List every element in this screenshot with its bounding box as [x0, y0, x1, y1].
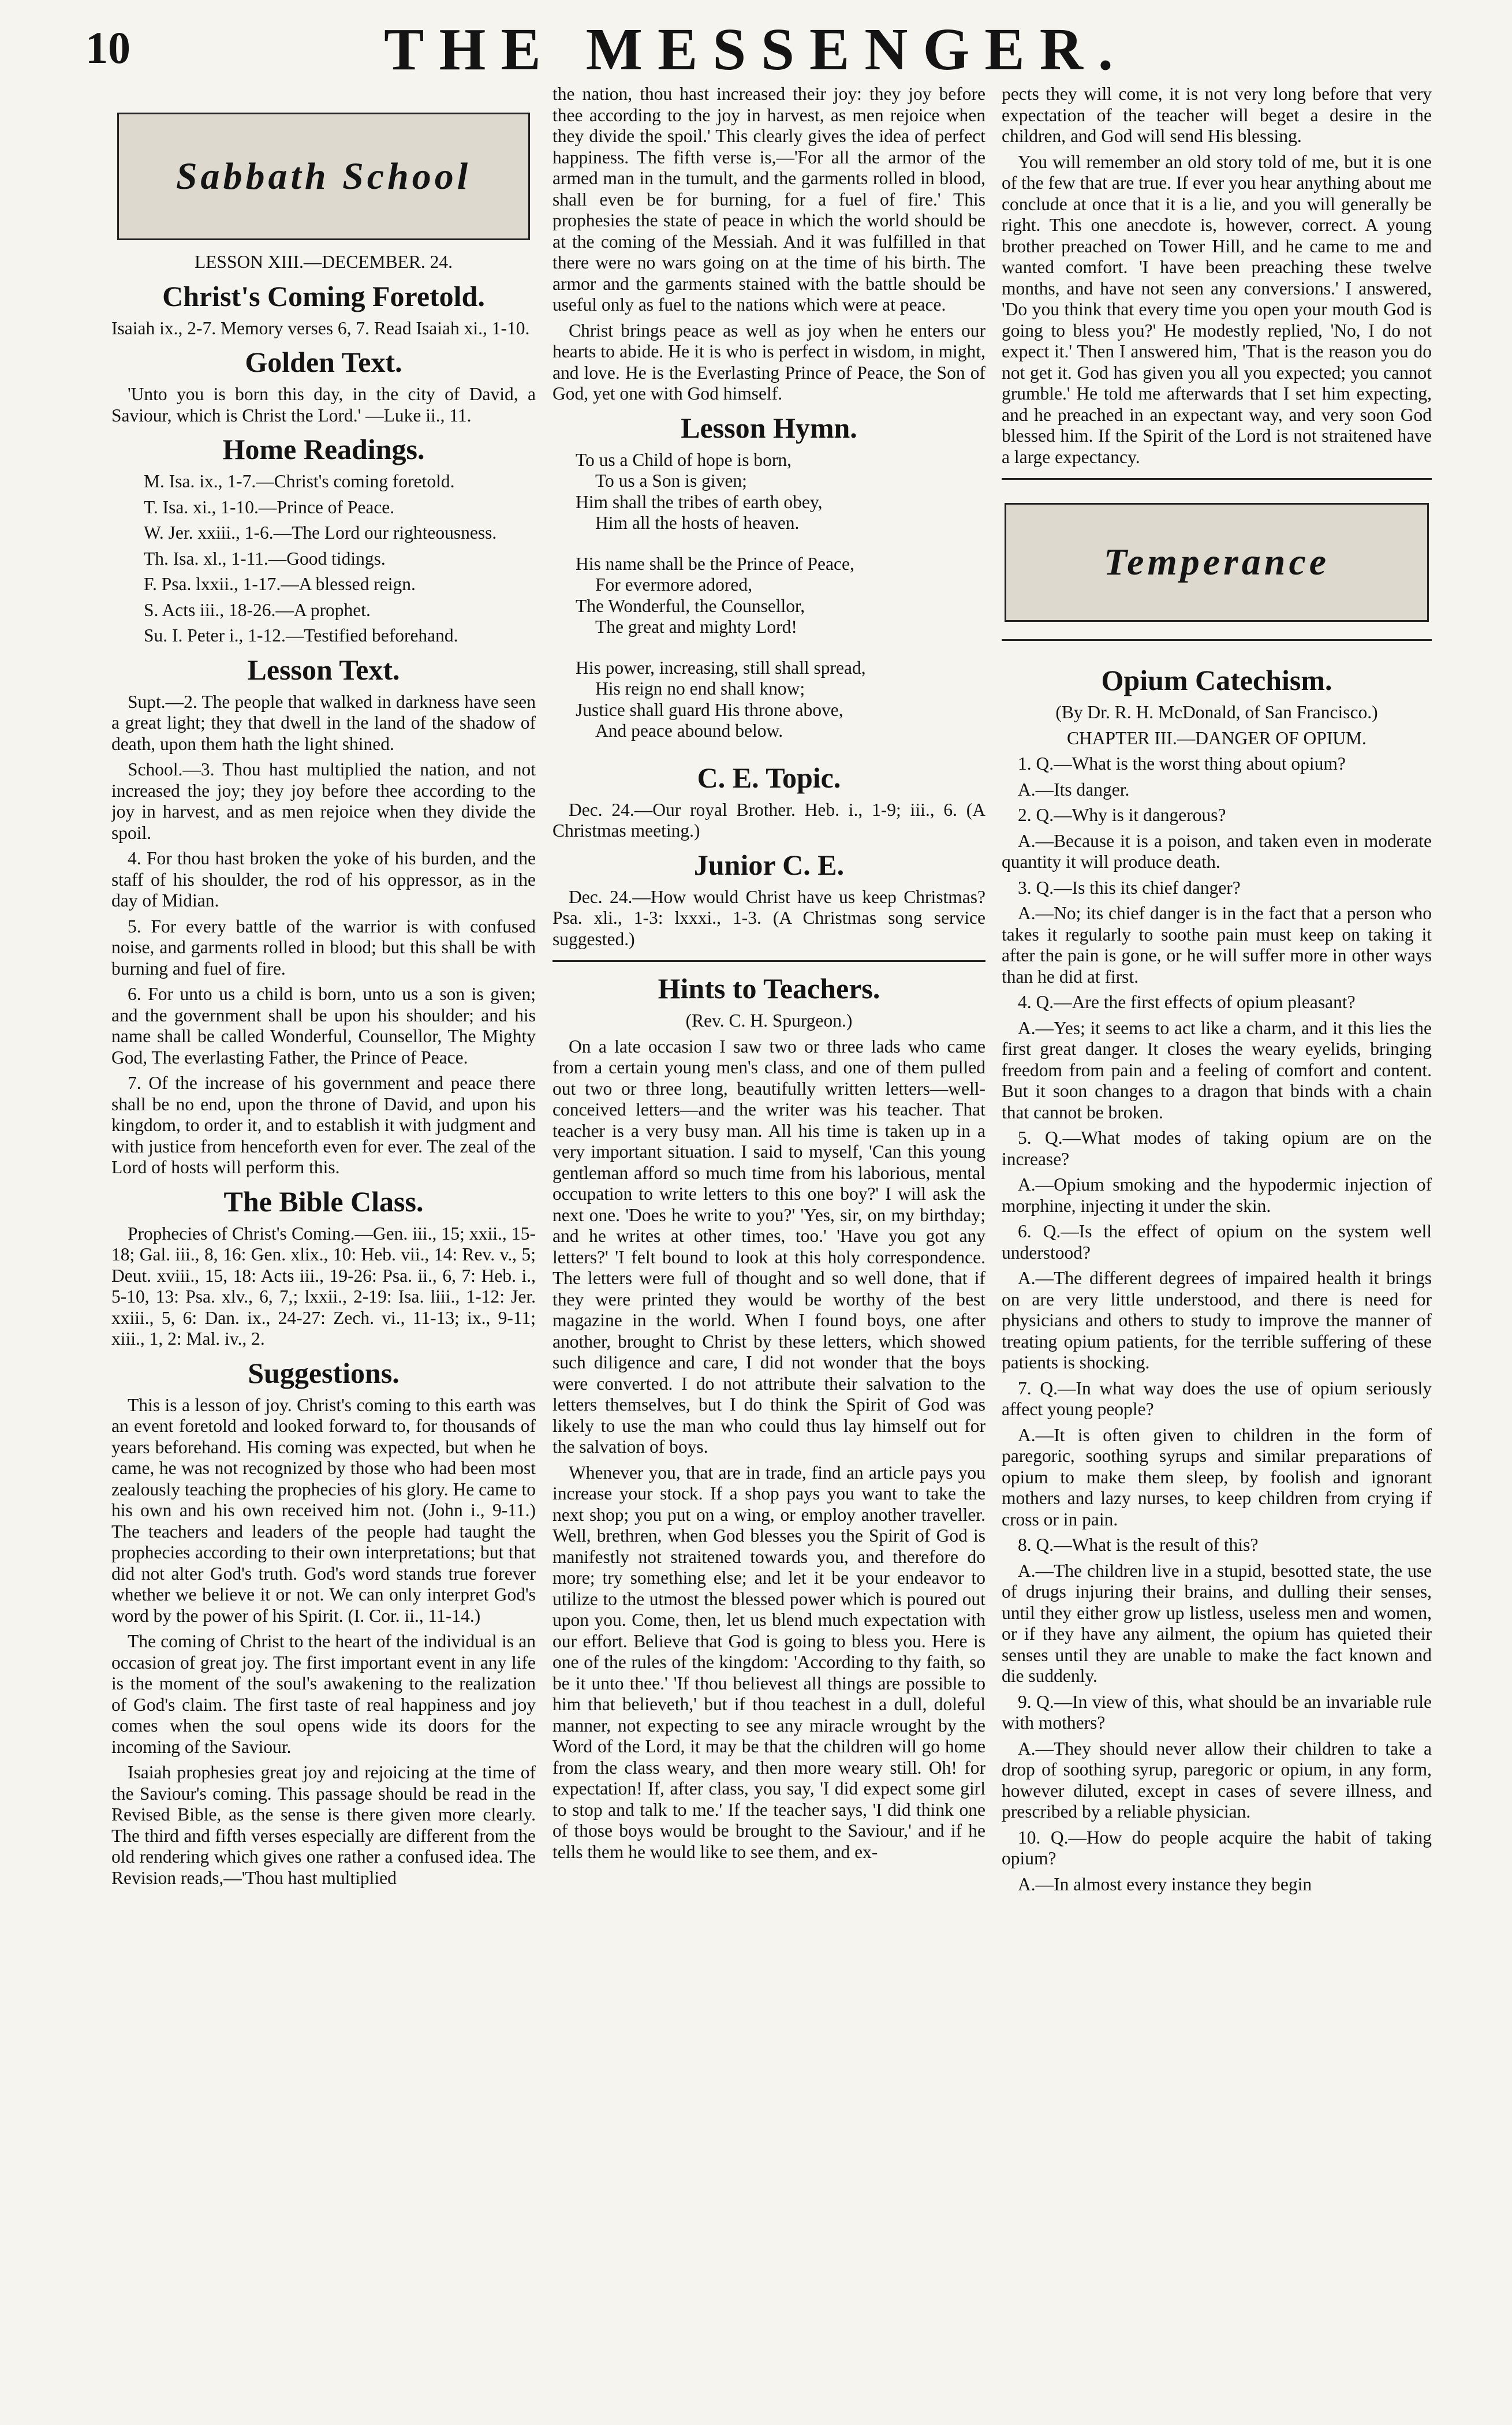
reading-item: Th. Isa. xl., 1-11.—Good tidings.: [144, 548, 386, 569]
catechism-entry: 2. Q.—Why is it dangerous?: [1018, 805, 1226, 825]
catechism-entry: A.—Opium smoking and the hypodermic injection of morphine, injecting it under the skin.: [1002, 1174, 1432, 1216]
lesson-hymn: [552, 450, 985, 742]
section-divider: [1002, 639, 1432, 641]
page-number: 10: [85, 23, 130, 73]
hymn-line: To us a Child of hope is born,: [576, 449, 792, 470]
bible-class-text: Prophecies of Christ's Coming.—Gen. iii., 15; xxii., 15-18; Gal. iii., 8, 16: Gen. xlix., 10: Heb. vii., 14: Rev. v., 5; Deut. xviii., 15, 18: Acts iii., 19-26: Psa. ii., 6, 7: Heb. i., 5-10, 13: Psa. xlv., 6, 7,; lxxii., 2-19: Isa. liii., 1-12: Jer. xxiii., 5, 6: Dan. ix., 24-27: Zech. vi., 11-13; ix., 9-11; xiii., 1, 2: Mal. iv., 2.: [111, 1223, 536, 1349]
catechism-entry: A.—Yes; it seems to act like a charm, and it this lies the first great danger. It closes the weary eyelids, bringing freedom from pain and a feeling of comfort and content. But it soon changes to a dragon that binds with a chain that cannot be broken.: [1002, 1017, 1432, 1122]
hymn-line: The Wonderful, the Counsellor,: [576, 595, 805, 616]
opium-heading: Opium Catechism.: [1101, 664, 1332, 696]
banner-text: Temperance: [1103, 541, 1330, 583]
lesson-line: LESSON XIII.—DECEMBER. 24.: [194, 252, 453, 272]
reading-item: W. Jer. xxiii., 1-6.—The Lord our righteousness.: [144, 523, 497, 543]
catechism-entry: 9. Q.—In view of this, what should be an invariable rule with mothers?: [1002, 1691, 1432, 1733]
lesson-verse: Supt.—2. The people that walked in darkness have seen a great light; they that dwell in the land of the shadow of death, upon them hath the light shined.: [111, 691, 536, 754]
hints-byline: (Rev. C. H. Spurgeon.): [685, 1010, 853, 1031]
column-1: [111, 84, 536, 2416]
ce-topic-heading: C. E. Topic.: [697, 761, 841, 794]
anecdote-paragraph: You will remember an old story told of me, but it is one of the few that are true. If ever you hear anything about me conclude at once that it is a lie, and you will generally be right. This one anecdote is, however, correct. A young brother preached on Tower Hill, and he came to me and wanted comfort. 'I have been preaching these twelve months, and have not seen any conversions.' I answered, 'Do you think that every time you open your mouth God is going to bless you?' He modestly replied, 'No, I do not expect it.' Then I answered him, 'That is the reason you do not get it. God has given you all you expected; you cannot grumble.' He told me afterwards that I set him expecting, and he preached in an expectant way, and very soon God blessed him. If the Spirit of the Lord is not straitened have a large expectancy.: [1002, 151, 1432, 467]
column-2: [552, 84, 985, 2416]
hints-paragraph: Whenever you, that are in trade, find an article pays you increase your stock. If a shop pays you want to take the next shop; you put on a wing, or employ another traveller. Well, brethren, when God blesses you the Spirit of God is manifestly not straitened towards you, and therefore do more; try something else; and let it be your endeavor to utilize to the utmost the blessed power which is poured out upon you. Come, then, let us blend much expectation with our effort. Believe that God is going to bless you. Here is one of the rules of the kingdom: 'According to thy faith, so be it unto thee.' 'If thou believest all things are possible to him that believeth,' but if thou teachest in a dull, doleful manner, not expecting to see any miracle wrought by the Word of the Lord, it may be that the children will go home from the class weary, and then more weary still. Oh! for expectation! If, after class, you say, 'I did expect some girl to stop and talk to me.' If the teacher says, 'I did think one of those boys would be brought to the Saviour,' and if he tells them he would like to see them, and ex-: [552, 1462, 985, 1862]
column-3: [1002, 84, 1432, 2416]
masthead-title: THE MESSENGER.: [384, 16, 1128, 83]
catechism-list: [1002, 753, 1432, 1895]
suggestions-heading: Suggestions.: [248, 1356, 400, 1389]
catechism-entry: A.—No; its chief danger is in the fact that a person who takes it regularly to soothe pain must keep on taking it after the pain is gone, or he will suffer more in other ways than he did at first.: [1002, 903, 1432, 987]
opium-byline: (By Dr. R. H. McDonald, of San Francisco.): [1055, 702, 1378, 722]
section-divider: [1002, 478, 1432, 480]
lesson-title: Christ's Coming Foretold.: [162, 279, 485, 312]
hymn-line: The great and mighty Lord!: [595, 617, 797, 637]
hymn-line: His name shall be the Prince of Peace,: [576, 553, 854, 574]
hymn-line: For evermore adored,: [595, 574, 753, 595]
catechism-entry: A.—They should never allow their children to take a drop of soothing syrup, paregoric or opium, in any form, however diluted, except in cases of severe illness, and prescribed by a reliable physician.: [1002, 1738, 1432, 1822]
catechism-entry: A.—It is often given to children in the form of paregoric, soothing syrups and similar preparations of opium to make them sleep, by foolish and ignorant mothers and lazy nurses, to keep children from crying if cross or in pain.: [1002, 1424, 1432, 1529]
section-divider: [552, 960, 985, 962]
sabbath-school-banner: [117, 113, 530, 240]
suggestions-paragraph: Isaiah prophesies great joy and rejoicing at the time of the Saviour's coming. This passage should be read in the Revised Bible, as the sense is there given more clearly. The third and fifth verses especially are different from the old rendering which gives one rather a confused idea. The Revision reads,—'Thou hast multiplied: [111, 1762, 536, 1888]
hymn-stanza: [576, 554, 985, 638]
banner-text: Sabbath School: [176, 155, 472, 197]
hymn-stanza: [576, 658, 985, 742]
lesson-verse: 6. For unto us a child is born, unto us a son is given; and the government shall be upon his shoulder; and his name shall be called Wonderful, Counsellor, The Mighty God, The everlasting Father, the Prince of Peace.: [111, 984, 536, 1068]
reading-item: S. Acts iii., 18-26.—A prophet.: [144, 599, 371, 620]
ce-topic-text: Dec. 24.—Our royal Brother. Heb. i., 1-9; iii., 6. (A Christmas meeting.): [552, 799, 985, 841]
hints-heading: Hints to Teachers.: [658, 972, 880, 1005]
catechism-entry: 6. Q.—Is the effect of opium on the system well understood?: [1002, 1221, 1432, 1263]
junior-ce-text: Dec. 24.—How would Christ have us keep Christmas? Psa. xli., 1-3: lxxxi., 1-3. (A Christmas song service suggested.): [552, 886, 985, 949]
lesson-verse: 4. For thou hast broken the yoke of his burden, and the staff of his shoulder, the rod of his oppressor, as in the day of Midian.: [111, 848, 536, 911]
bible-class-heading: The Bible Class.: [223, 1185, 424, 1218]
hints-paragraph: On a late occasion I saw two or three lads who came from a certain young men's class, and one of them pulled out two or three long, beautifully written letters—well-conceived letters—and the writer was his teacher. That teacher is a very busy man. All his time is taken up in a very important situation. I said to myself, 'Can this young gentleman afford so much time from his laborious, mental occupation to write letters to this one boy?' I will ask the next one. 'Does he write to you?' 'Yes, sir, on my birthday; and he writes at other times, too.' 'Have you got any letters?' 'I felt bound to look at this holy correspondence. The letters were full of thought and so well done, that if they were printed they would be worthy of the best magazine in the world. When I found boys, one after another, brought to Christ by these letters, which showed such diligence and care, I did not wonder that the boys were converted. I do not attribute their salvation to the letters themselves, but I do think the Spirit of God was likely to use the man who could thus lay himself out for the salvation of boys.: [552, 1036, 985, 1457]
lesson-hymn-heading: Lesson Hymn.: [681, 411, 857, 444]
chapter-heading: CHAPTER III.—DANGER OF OPIUM.: [1067, 727, 1367, 748]
lesson-verse: School.—3. Thou hast multiplied the nation, and not increased the joy; they joy before thee according to the joy in harvest, and as men rejoice when they divide the spoil.: [111, 759, 536, 843]
catechism-entry: A.—In almost every instance they begin: [1018, 1874, 1312, 1894]
hymn-line: Him all the hosts of heaven.: [595, 513, 800, 533]
reading-item: T. Isa. xi., 1-10.—Prince of Peace.: [144, 497, 395, 517]
suggestions-paragraph: The coming of Christ to the heart of the individual is an occasion of great joy. The first important event in any life is the moment of the soul's awakening to the realization of God's claim. The first taste of real happiness and joy comes when the soul opens wide its doors for the incoming of the Saviour.: [111, 1631, 536, 1757]
catechism-entry: 8. Q.—What is the result of this?: [1018, 1535, 1259, 1555]
reading-item: F. Psa. lxxii., 1-17.—A blessed reign.: [144, 574, 416, 594]
continued-paragraph: pects they will come, it is not very long before that very expectation of the teacher will beget a desire in the children, and God will send His blessing.: [1002, 84, 1432, 146]
catechism-entry: A.—Its danger.: [1018, 779, 1130, 800]
hymn-line: And peace abound below.: [595, 721, 783, 741]
memory-verses: Isaiah ix., 2-7. Memory verses 6, 7. Read Isaiah xi., 1-10.: [111, 318, 530, 338]
hymn-line: His reign no end shall know;: [595, 678, 805, 699]
catechism-entry: 10. Q.—How do people acquire the habit of taking opium?: [1002, 1827, 1432, 1868]
peace-paragraph: Christ brings peace as well as joy when he enters our hearts to abide. He it is who is perfect in wisdom, in might, and love. He is the Everlasting Prince of Peace, the Son of God, yet one with God himself.: [552, 320, 985, 404]
junior-ce-heading: Junior C. E.: [693, 848, 845, 881]
home-readings-list: [111, 471, 536, 647]
continued-paragraph: the nation, thou hast increased their joy: they joy before thee according to the joy in harvest, as men rejoice when they divide the spoil.' This clearly gives the idea of perfect happiness. The fifth verse is,—'For all the armor of the armed man in the tumult, and the garments rolled in blood, shall even be for burning, for a fuel of fire.' This prophesies the state of peace in which the world should be at the coming of the Messiah. And it was fulfilled in that there were no wars going on at the time of his birth. The armor and the garments stained with the battle should be useful only as fuel to the nations which were at peace.: [552, 84, 985, 315]
catechism-entry: 5. Q.—What modes of taking opium are on the increase?: [1002, 1128, 1432, 1169]
hymn-line: Justice shall guard His throne above,: [576, 699, 843, 720]
hymn-stanza: [576, 450, 985, 534]
catechism-entry: 4. Q.—Are the first effects of opium pleasant?: [1018, 992, 1356, 1012]
catechism-entry: A.—Because it is a poison, and taken even in moderate quantity it will produce death.: [1002, 830, 1432, 872]
reading-item: Su. I. Peter i., 1-12.—Testified beforehand.: [144, 625, 458, 646]
suggestions-paragraph: This is a lesson of joy. Christ's coming to this earth was an event foretold and looked forward to, for thousands of years beforehand. His coming was expected, but when he came, he was not recognized by those who had been most zealously teaching the prophecies of his glory. He came to his own and his own received him not. (John i., 9-11.) The teachers and leaders of the people had taught the prophecies according to their own interpretations; but that did not alter God's truth. God's word stands true forever whether we believe it or not. We can only interpret God's word by the power of his Spirit. (I. Cor. ii., 11-14.): [111, 1394, 536, 1626]
hymn-line: To us a Son is given;: [595, 471, 747, 491]
page-header: [0, 0, 1512, 87]
catechism-entry: 3. Q.—Is this its chief danger?: [1018, 877, 1241, 898]
home-readings-heading: Home Readings.: [222, 433, 425, 465]
golden-text-heading: Golden Text.: [245, 346, 402, 378]
temperance-banner: [1005, 503, 1429, 622]
catechism-entry: A.—The different degrees of impaired health it brings on are very little understood, and there is need for physicians and others to study to improve the manner of treating opium patients, for the terrible suffering of these patients is shocking.: [1002, 1268, 1432, 1372]
catechism-entry: 1. Q.—What is the worst thing about opium?: [1018, 753, 1346, 774]
lesson-text-heading: Lesson Text.: [247, 653, 400, 686]
golden-text: 'Unto you is born this day, in the city of David, a Saviour, which is Christ the Lord.' —Luke ii., 11.: [111, 384, 536, 426]
catechism-entry: A.—The children live in a stupid, besotted state, the use of drugs injuring their brains, and dulling their senses, until they either grow up listless, useless men and women, or if they have any ailment, the opium has quieted their senses until they are unable to make the fact known and die suddenly.: [1002, 1560, 1432, 1686]
hymn-line: His power, increasing, still shall spread,: [576, 657, 866, 678]
lesson-verse: 5. For every battle of the warrior is with confused noise, and garments rolled in blood; but this shall be with burning and fuel of fire.: [111, 916, 536, 979]
hymn-line: Him shall the tribes of earth obey,: [576, 491, 823, 512]
lesson-verse: 7. Of the increase of his government and peace there shall be no end, upon the throne of David, and upon his kingdom, to order it, and to establish it with judgment and with justice from henceforth even for ever. The zeal of the Lord of hosts will perform this.: [111, 1073, 536, 1177]
reading-item: M. Isa. ix., 1-7.—Christ's coming foretold.: [144, 471, 455, 491]
catechism-entry: 7. Q.—In what way does the use of opium seriously affect young people?: [1002, 1378, 1432, 1419]
